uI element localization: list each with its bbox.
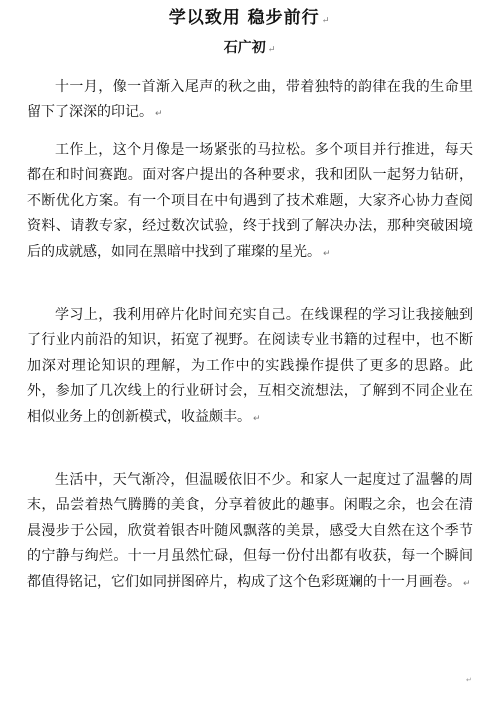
paragraph-return-icon: ↵ bbox=[267, 45, 276, 55]
paragraph-text: 工作上，这个月像是一场紧张的马拉松。多个项目并行推进，每天都在和时间赛跑。面对客户提出的各种要求，我和团队一起努力钻研，不断优化方案。有一个项目在中旬遇到了技术难题，大家齐心协力查阅资料、请教专家，经过数次试验，终于找到了解决办法，那种突破困境后的成就感，如同在黑暗中找到了璀璨的星光。 bbox=[27, 142, 473, 260]
title-text: 学以致用 稳步前行 bbox=[168, 8, 320, 28]
paragraph-text: 十一月，像一首渐入尾声的秋之曲，带着独特的韵律在我的生命里留下了深深的印记。 bbox=[27, 79, 473, 121]
paragraph-text: 生活中，天气渐冷，但温暖依旧不少。和家人一起度过了温馨的周末，品尝着热气腾腾的美食，分享着彼此的趣事。闲暇之余，也会在清晨漫步于公园，欣赏着银杏叶随风飘落的美景，感受大自然在这个季节的宁静与绚烂。十一月虽然忙碌，但每一份付出都有收获，每一个瞬间都值得铭记，它们如同拼图碎片，构成了这个色彩斑斓的十一月画卷。 bbox=[27, 472, 473, 590]
body-paragraph bbox=[27, 75, 473, 128]
body-paragraph bbox=[27, 303, 473, 432]
body-paragraph bbox=[27, 138, 473, 267]
page-end-mark-icon: ↵ bbox=[466, 676, 472, 684]
paragraph-text: 学习上，我利用碎片化时间充实自己。在线课程的学习让我接触到了行业内前沿的知识，拓宽了视野。在阅读专业书籍的过程中，也不断加深对理论知识的理解，为工作中的实践操作提供了更多的思路。此外，参加了几次线上的行业研讨会，互相交流想法，了解到不同企业在相似业务上的创新模式，收益颇丰。 bbox=[27, 307, 473, 425]
paragraph-return-icon: ↵ bbox=[155, 109, 163, 120]
paragraph-return-icon: ↵ bbox=[253, 413, 261, 424]
document-title bbox=[0, 6, 499, 33]
paragraph-return-icon: ↵ bbox=[323, 248, 331, 259]
body-paragraph bbox=[27, 468, 473, 597]
paragraph-return-icon: ↵ bbox=[321, 16, 331, 26]
author-name: 石广初 bbox=[223, 40, 266, 56]
paragraph-return-icon: ↵ bbox=[463, 578, 471, 589]
document-author bbox=[0, 37, 499, 61]
